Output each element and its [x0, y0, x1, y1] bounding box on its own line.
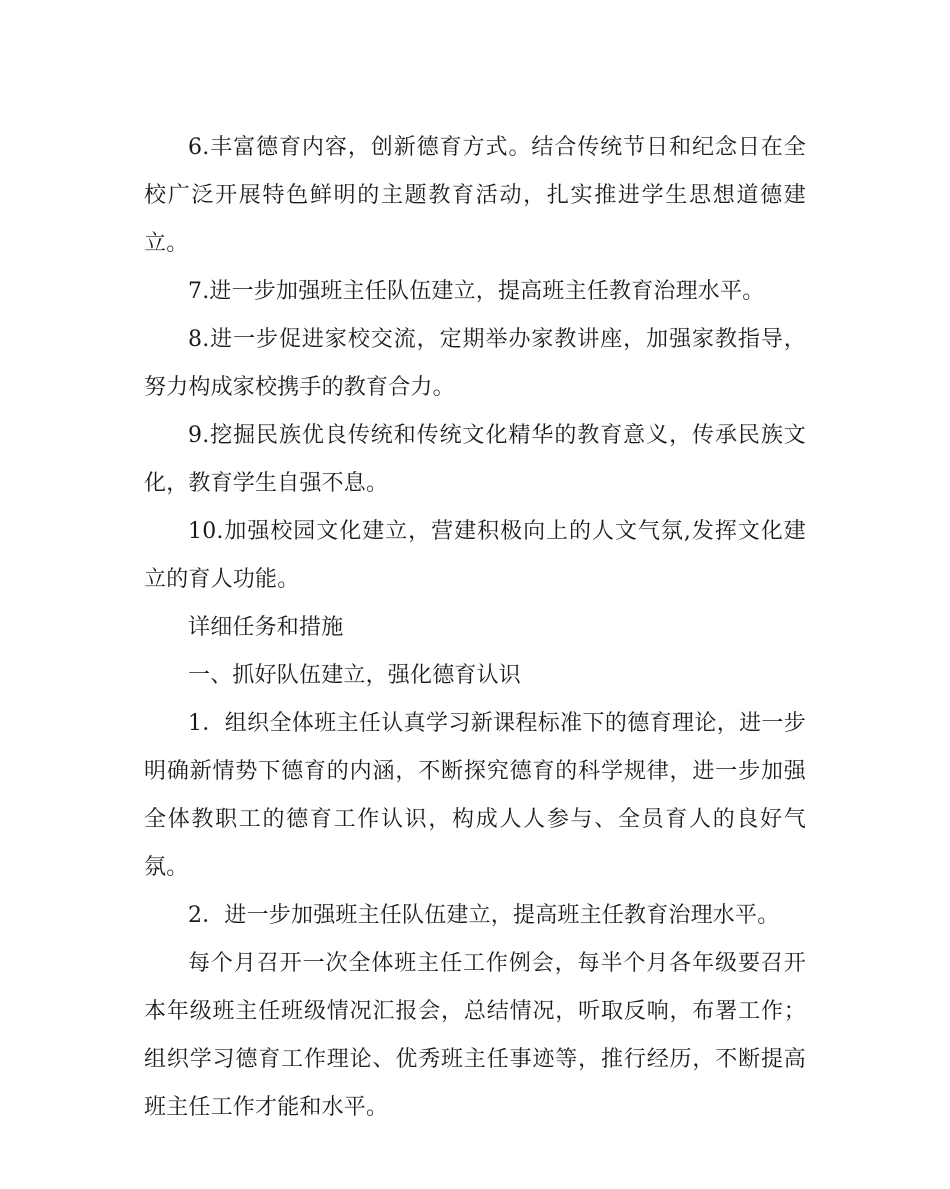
paragraph-item-10: 10.加强校园文化建立，营建积极向上的人文气氛,发挥文化建立的育人功能。 — [144, 519, 806, 592]
paragraph-item-6: 6.丰富德育内容，创新德育方式。结合传统节日和纪念日在全校广泛开展特色鲜明的主题教育活动，扎实推进学生思想道德建立。 — [144, 135, 806, 256]
subsection-heading-team: 一、抓好队伍建立，强化德育认识 — [188, 663, 522, 688]
paragraph-point-2: 2．进一步加强班主任队伍建立，提高班主任教育治理水平。 — [188, 903, 780, 928]
paragraph-item-9: 9.挖掘民族优良传统和传统文化精华的教育意义，传承民族文化，教育学生自强不息。 — [144, 423, 806, 496]
paragraph-point-1: 1．组织全体班主任认真学习新课程标准下的德育理论，进一步明确新情势下德育的内涵，不断探究德育的科学规律，进一步加强全体教职工的德育工作认识，构成人人参与、全员育人的良好气氛。 — [144, 711, 806, 880]
paragraph-monthly-meeting: 每个月召开一次全体班主任工作例会，每半个月各年级要召开本年级班主任班级情况汇报会，总结情况，听取反响，布署工作；组织学习德育工作理论、优秀班主任事迹等，推行经历，不断提高班主任工作才能和水平。 — [144, 951, 806, 1120]
paragraph-item-7: 7.进一步加强班主任队伍建立，提高班主任教育治理水平。 — [188, 279, 765, 304]
paragraph-item-8: 8.进一步促进家校交流，定期举办家教讲座，加强家教指导，努力构成家校携手的教育合力。 — [144, 327, 806, 400]
document-body — [144, 124, 806, 1132]
section-heading-tasks: 详细任务和措施 — [188, 615, 344, 640]
